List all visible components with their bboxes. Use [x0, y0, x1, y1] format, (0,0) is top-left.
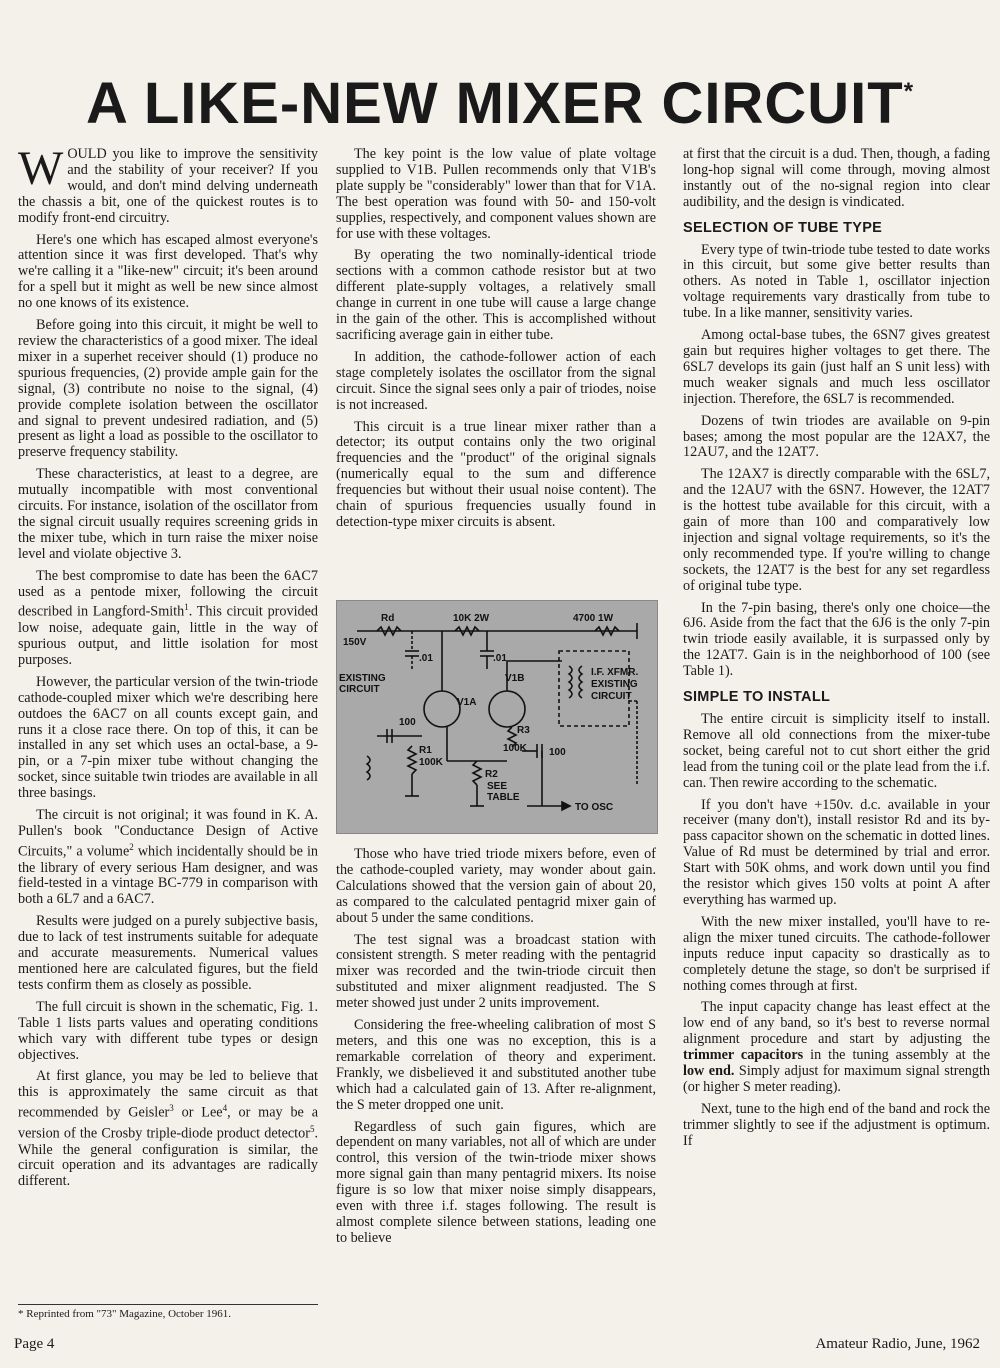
paragraph: If you don't have +150v. d.c. available in your receiver (many don't), install resistor Rd and its by-pass capacitor shown on the schematic in dotted lines. Value of Rd must be determined by trial and error. Start with 50K ohms, and work down until you find the resistor which gives 150 volts at point A after everything has warmed up.	[683, 796, 990, 908]
paragraph: Dozens of twin triodes are available on 9-pin bases; among the most popular are the 12AX7, the 12AU7, and the 12AT7.	[683, 412, 990, 461]
schematic-label: 100	[399, 717, 416, 728]
schematic-label: TO OSC	[575, 802, 614, 813]
paragraph: Next, tune to the high end of the band and rock the trimmer slightly to see if the adjustment is optimum. If	[683, 1100, 990, 1149]
schematic-label: 10K 2W	[453, 613, 490, 624]
schematic-label: V1A	[457, 697, 477, 708]
paragraph: In the 7-pin basing, there's only one choice—the 6J6. Aside from the fact that the 6J6 is the only 7-pin twin triode easily available, it is surpassed only by the 12AT7. Gain is in the neighborhood of 100 (see Table 1).	[683, 599, 990, 680]
paragraph: The full circuit is shown in the schematic, Fig. 1. Table 1 lists parts values and operating conditions which vary with different tube types or design objectives.	[18, 998, 318, 1063]
column-1	[18, 142, 319, 1196]
paragraph: at first that the circuit is a dud. Then, though, a fading long-hop signal will come through, moving almost instantly out of the no-signal region into clear audibility, and the design is vindicated.	[683, 146, 990, 210]
schematic-label: I.F. XFMR.	[591, 667, 639, 678]
paragraph: Regardless of such gain figures, which are dependent on many variables, not all of which are under control, this version of the twin-triode mixer shows more signal gain than many pentagrid mixers. Its noise figure is so low that mixer noise simply disappears, even with three i.f. stages following. The result is almost complete silence between stations, leading one to believe	[336, 1118, 656, 1246]
paragraph: Among octal-base tubes, the 6SN7 gives greatest gain but requires higher voltages to get there. The 6SL7 develops its gain (just half an S unit less) with much weaker signals and much less oscillator injection. Therefore, the 6SL7 is recommended.	[683, 327, 990, 407]
schematic-label: .01	[419, 653, 433, 664]
paragraph: The key point is the low value of plate voltage supplied to V1B. Pullen recommends only that V1B's plate supply be "considerably" lower than that for V1A. The best operation was found with 50- and 150-volt supplies, respectively, and component values shown are for use with these voltages.	[336, 146, 656, 242]
schematic-label: TABLE	[487, 792, 520, 803]
section-heading: SIMPLE TO INSTALL	[683, 689, 831, 706]
paragraph: However, the particular version of the twin-triode cathode-coupled mixer which we're describing here outdoes the 6AC7 on all counts except gain, and runs it a close race there. On top of this, it can be installed in any set which uses an octal-base, a 9-pin, or a 7-pin mixer tube without changing the socket, since suitable twin triodes are available in all three basings.	[18, 673, 318, 802]
paragraph: Those who have tried triode mixers before, even of the cathode-coupled variety, may wonder about gain. Calculations showed that the version gain of about 20, as compared to the calculated pentagrid mixer gain of about 5 under the same conditions.	[336, 846, 656, 926]
drop-cap: W	[18, 142, 64, 195]
schematic-label: Rd	[381, 613, 395, 624]
schematic-label: .01	[493, 653, 507, 664]
schematic-label: V1B	[505, 673, 525, 684]
paragraph: These characteristics, at least to a degree, are mutually incompatible with most conventional circuits. For instance, isolation of the oscillator from the signal circuit usually requires screening grids in the mixer tube, which in turn raise the mixer noise level and violate objective 3.	[18, 466, 318, 562]
schematic-diagram	[337, 601, 657, 833]
schematic-label: 100K	[419, 757, 443, 768]
paragraph: The circuit is not original; it was found in K. A. Pullen's book "Conductance Design of Active Circuits," a volume$^2$ which incidentally should be in the library of every serious Ham designer, and was field-tested in a vintage BC-779 in comparison with both a 6L7 and a 6AC7.	[18, 807, 318, 908]
schematic-label: SEE	[487, 781, 508, 792]
paragraph: This circuit is a true linear mixer rather than a detector; its output contains only the two original frequencies and the "product" of the original signals (numerically equal to the sum and difference frequencies but without their usual noise content). The chain of spurious frequencies usually found in detection-type mixer circuits is absent.	[336, 418, 656, 530]
paragraph: The best compromise to date has been the 6AC7 used as a pentode mixer, following the circuit described in Langford-Smith$^1$. This circuit provided low noise, adequate gain, little in the way of spurious output, and little isolation for most purposes.	[18, 567, 319, 668]
paragraph: WOULD you like to improve the sensitivity and the stability of your receiver? If you would, and don't mind delving underneath the chassis a bit, one of the quickest routes is to modify front-end circuitry.	[18, 142, 318, 226]
publication-info: Amateur Radio, June, 1962	[815, 1336, 980, 1352]
schematic-label: 100	[549, 747, 566, 758]
title-asterisk: *	[903, 78, 915, 105]
schematic-label: CIRCUIT	[591, 691, 632, 702]
page-number: Page 4	[14, 1336, 55, 1352]
paragraph: Here's one which has escaped almost everyone's attention since it was first developed. That's why we're calling it a "like-new" circuit; it's been around for a spell but it might as well be new since almost no one knows of its existence.	[18, 231, 318, 312]
schematic-label: R1	[419, 745, 432, 756]
schematic-label: 100K	[503, 743, 527, 754]
schematic-label: CIRCUIT	[339, 684, 380, 695]
paragraph: The test signal was a broadcast station with consistent strength. S meter reading with the pentagrid mixer was recorded and the twin-triode circuit then substituted and mixer alignment readjusted. The S meter showed just under 2 units improvement.	[336, 931, 656, 1012]
paragraph: Considering the free-wheeling calibration of most S meters, and this one was no exception, this is a remarkable correlation of theory and experiment. Frankly, we disbelieved it and substituted another tube which had a calculated gain of 13. After re-alignment, the S meter dropped one unit.	[336, 1017, 656, 1113]
paragraph: Every type of twin-triode tube tested to date works in this circuit, but some give better results than others. As noted in Table 1, oscillator injection voltage requirements vary drastically from tube to tube. In a like manner, sensitivity varies.	[683, 241, 990, 322]
article-title: A LIKE-NEW MIXER CIRCUIT*	[85, 71, 915, 136]
schematic-label: EXISTING	[339, 673, 386, 684]
schematic-label: R3	[517, 725, 530, 736]
schematic-label: EXISTING	[591, 679, 638, 690]
paragraph: At first glance, you may be led to believe that this is approximately the same circuit as that recommended by Geisler$^3$ or Lee$^4$, or may be a version of the Crosby triple-diode product detector$^5$. While the general configuration is similar, the circuit operation and its advantages are radically different.	[18, 1068, 318, 1190]
schematic-label: 4700 1W	[573, 613, 614, 624]
paragraph: In addition, the cathode-follower action of each stage completely isolates the oscillator from the signal circuit. Since the signal sees only a pair of triodes, noise is not increased.	[336, 348, 656, 413]
paragraph: With the new mixer installed, you'll have to re-align the mixer tuned circuits. The cathode-follower inputs reduce input capacity so drastically as to completely detune the stage, so don't be surprised if nothing comes through at first.	[683, 913, 990, 994]
paragraph: The input capacity change has least effect at the low end of any band, so it's best to reverse normal alignment procedure and start by adjusting the trimmer capacitors in the tuning assembly at the low end. Simply adjust for maximum signal strength (or higher S meter reading).	[683, 999, 991, 1095]
footnote: * Reprinted from "73" Magazine, October 1961.	[18, 1304, 318, 1320]
paragraph: Before going into this circuit, it might be well to review the characteristics of a good mixer. The ideal mixer in a superhet receiver should (1) produce no spurious frequencies, (2) provide ample gain for the signal, (3) contribute no noise to the signal, (4) provide complete isolation between the oscillator and signal to prevent undesired radiation, and (5) present as light a load as possible to the oscillator to preserve frequency stability.	[18, 317, 318, 461]
paragraph: By operating the two nominally-identical triode sections with a common cathode resistor but at two different plate-supply voltages, a relatively small change in current in one tube will cause a large change in the gain of the other. This is accomplished without sacrificing average gain in either tube.	[336, 247, 656, 343]
paragraph: Results were judged on a purely subjective basis, due to lack of test instruments suitable for adequate and accurate measurements. Numerical values mentioned here are calculated figures, but the field tests confirm them as closely as possible.	[18, 913, 318, 993]
paragraph: The 12AX7 is directly comparable with the 6SL7, and the 12AU7 with the 6SN7. However, the 12AT7 is the hottest tube available for this circuit, with a gain of more than 100 and comparatively low injection and signal voltage requirements, so it's the only recommended type. If you're willing to change sockets, the 12AT7 is the best for any set regardless of original tube type.	[683, 466, 990, 594]
section-heading: SELECTION OF TUBE TYPE	[683, 219, 883, 236]
schematic-label: R2	[485, 769, 498, 780]
schematic-label: 150V	[343, 637, 367, 648]
schematic-figure	[336, 600, 658, 834]
column-3	[683, 147, 990, 1156]
paragraph: The entire circuit is simplicity itself to install. Remove all old connections from the mixer-tube socket, being careful not to cut short either the grid lead from the tuning coil or the plate lead from the i.f. can. Then rewire according to the schematic.	[683, 711, 990, 791]
